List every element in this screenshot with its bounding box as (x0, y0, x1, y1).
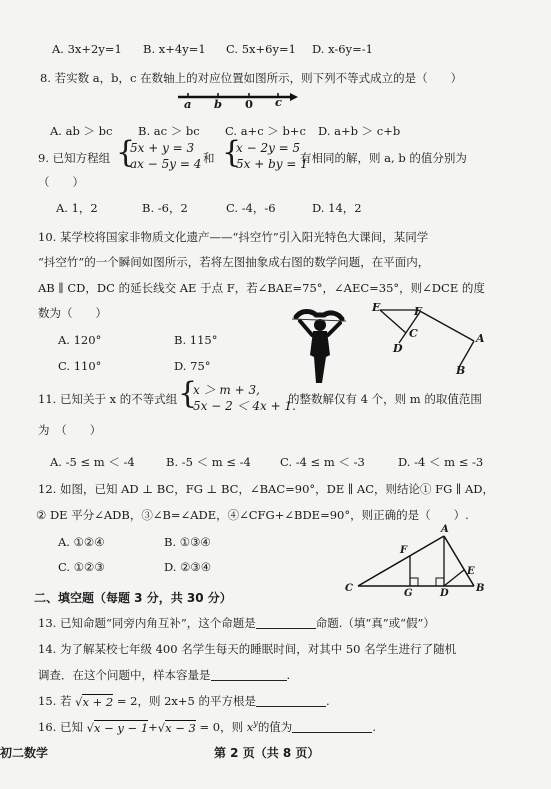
q12-triangle-figure (352, 530, 485, 594)
q15-answer-blank[interactable] (256, 694, 326, 707)
q12-fig-label-c: C (345, 583, 353, 594)
q10-option-d: D. 75° (174, 359, 211, 373)
q14-text: 调查．在这个问题中，样本容量是 (38, 668, 211, 682)
q9-option-b: B. -6，2 (142, 201, 188, 215)
q11-option-b: B. -5 ＜ m ≤ -4 (166, 455, 251, 469)
footer-page-number: 第 2 页（共 8 页） (214, 746, 320, 760)
q15 (38, 693, 330, 709)
q11-system (193, 382, 296, 414)
q16-answer-blank[interactable] (292, 720, 372, 733)
q15-sqrt (75, 695, 113, 709)
q16-plus: + (148, 720, 158, 734)
q9-brace-1: { (116, 135, 136, 170)
q10-fig-label-f: F (414, 305, 422, 318)
q15-text-a: 15. 若 (38, 694, 72, 708)
q11-brace: { (178, 376, 198, 411)
q10-fig-label-a: A (476, 332, 485, 345)
q10-line-3: AB ∥ CD，DC 的延长线交 AE 于点 F，若∠BAE=75°，∠AEC=35°，则∠DCE 的度 (38, 281, 485, 295)
q12-fig-label-d: D (440, 588, 449, 599)
sqrt-icon: √ (75, 695, 83, 709)
q14-answer-blank[interactable] (211, 668, 287, 681)
number-line-label-a: a (184, 97, 192, 111)
number-line-label-0: 0 (245, 97, 254, 111)
q8-option-d: D. a+b ＞ c+b (318, 124, 401, 138)
q10-line-1: 10. 某学校将国家非物质文化遗产——“抖空竹”引入阳光特色大课间，某同学 (38, 230, 429, 244)
q10-fig-label-b: B (456, 364, 466, 377)
q9-option-d: D. 14，2 (312, 201, 362, 215)
q7-option-a: A. 3x+2y=1 (52, 42, 122, 56)
q10-fig-label-d: D (393, 342, 403, 355)
q9-sys2-eq2: 5x + by = 1 (236, 157, 308, 171)
q8-stem: 8. 若实数 a，b，c 在数轴上的对应位置如图所示，则下列不等式成立的是（ ） (40, 71, 463, 85)
q10-option-b: B. 115° (174, 333, 218, 347)
q9-prefix: 9. 已知方程组 (38, 151, 111, 165)
q13 (38, 615, 435, 631)
q9-mid: 和 (203, 151, 215, 165)
q16-text-b: = 0，则 (199, 720, 244, 734)
q12-option-c: C. ①②③ (58, 560, 105, 574)
q16-power-base: x (246, 720, 254, 734)
q9-sys2-eq1: x − 2y = 5 (236, 141, 301, 155)
q14-end: . (286, 668, 291, 682)
q8-option-c: C. a+c ＞ b+c (225, 124, 306, 138)
q14-line-2 (38, 667, 290, 683)
q10-line-4: 数为（ ） (38, 306, 107, 320)
sqrt-icon: √ (157, 721, 166, 735)
q11-option-a: A. -5 ≤ m ＜ -4 (50, 455, 135, 469)
q16-radicand-2: x − 3 (165, 721, 196, 735)
q13-text-b: 命题.（填“真”或“假”） (315, 616, 435, 630)
q7-option-c: C. 5x+6y=1 (226, 42, 296, 56)
q10-fig-label-e: E (372, 301, 381, 314)
q9-option-c: C. -4，-6 (226, 201, 276, 215)
q10-line-2: “抖空竹”的一个瞬间如图所示，若将左图抽象成右图的数学问题，在平面内， (38, 255, 430, 269)
q12-fig-label-g: G (404, 588, 413, 599)
q16-sqrt-2 (158, 721, 196, 735)
q11-suffix: 的整数解仅有 4 个，则 m 的取值范围 (288, 392, 482, 406)
sqrt-icon: √ (86, 721, 94, 735)
q9-option-a: A. 1，2 (56, 201, 98, 215)
number-line-label-c: c (275, 95, 283, 109)
q10-option-a: A. 120° (58, 333, 102, 347)
q9-system-2 (236, 140, 308, 172)
q9-brace-2: { (222, 135, 242, 170)
q13-text-a: 13. 已知命题“同旁内角互补”，这个命题是 (38, 616, 256, 630)
q9-sys1-eq1: 5x + y = 3 (130, 141, 195, 155)
q16-power-exp: y (253, 719, 258, 729)
q9-suffix: 有相同的解，则 a, b 的值分别为 (300, 151, 467, 165)
q11-sys-eq2: 5x − 2 ＜ 4x + 1. (193, 399, 296, 413)
q11-line-2: 为 （ ） (38, 423, 102, 437)
q11-option-c: C. -4 ≤ m ＜ -3 (280, 455, 365, 469)
footer-subject: 初二数学 (0, 746, 49, 760)
q12-fig-label-b: B (476, 583, 485, 594)
diabolo-person-photo (288, 305, 348, 387)
q11-prefix: 11. 已知关于 x 的不等式组 (38, 392, 178, 406)
q16-radicand-1: x − y − 1 (93, 721, 149, 735)
q16-text-c: 的值为 (257, 720, 293, 734)
q15-radicand: x + 2 (82, 695, 114, 709)
q15-end: . (326, 694, 330, 708)
q16-end: . (372, 720, 376, 734)
q9-paren: （ ） (38, 175, 84, 189)
q12-fig-label-f: F (400, 545, 408, 556)
q11-option-d: D. -4 ＜ m ≤ -3 (398, 455, 484, 469)
q15-text-b: = 2，则 2x+5 的平方根是 (116, 694, 257, 708)
q8-option-b: B. ac ＞ bc (138, 124, 200, 138)
q16-sqrt-1 (87, 721, 149, 735)
q12-line-2: ② DE 平分∠ADB，③∠B=∠ADE，④∠CFG+∠BDE=90°，则正确的是（ ）. (36, 508, 469, 522)
q10-geometry-figure (370, 303, 490, 375)
q12-option-b: B. ①③④ (164, 535, 211, 549)
q9-system-1 (130, 140, 201, 172)
q16 (38, 719, 376, 735)
q11-sys-eq1: x ＞ m + 3, (193, 383, 260, 397)
q12-fig-label-e: E (467, 566, 475, 577)
q12-option-a: A. ①②④ (58, 535, 105, 549)
q13-answer-blank[interactable] (256, 616, 316, 629)
q12-line-1: 12. 如图，已知 AD ⊥ BC，FG ⊥ BC，∠BAC=90°，DE ∥ AC，则结论① FG ∥ AD， (38, 482, 494, 496)
q16-text-a: 16. 已知 (38, 720, 83, 734)
q12-option-d: D. ②③④ (164, 560, 212, 574)
q10-fig-label-c: C (409, 327, 418, 340)
q12-fig-label-a: A (441, 524, 449, 535)
number-line-label-b: b (214, 97, 223, 111)
q14-line-1: 14. 为了解某校七年级 400 名学生每天的睡眠时间，对其中 50 名学生进行了随机 (38, 642, 457, 656)
q8-option-a: A. ab ＞ bc (50, 124, 113, 138)
q10-option-c: C. 110° (58, 359, 102, 373)
q7-option-d: D. x-6y=-1 (312, 42, 373, 56)
section-fill-in-blank-title: 二、填空题（每题 3 分，共 30 分） (34, 591, 232, 605)
q9-sys1-eq2: ax − 5y = 4 (130, 157, 202, 171)
q7-option-b: B. x+4y=1 (143, 42, 206, 56)
